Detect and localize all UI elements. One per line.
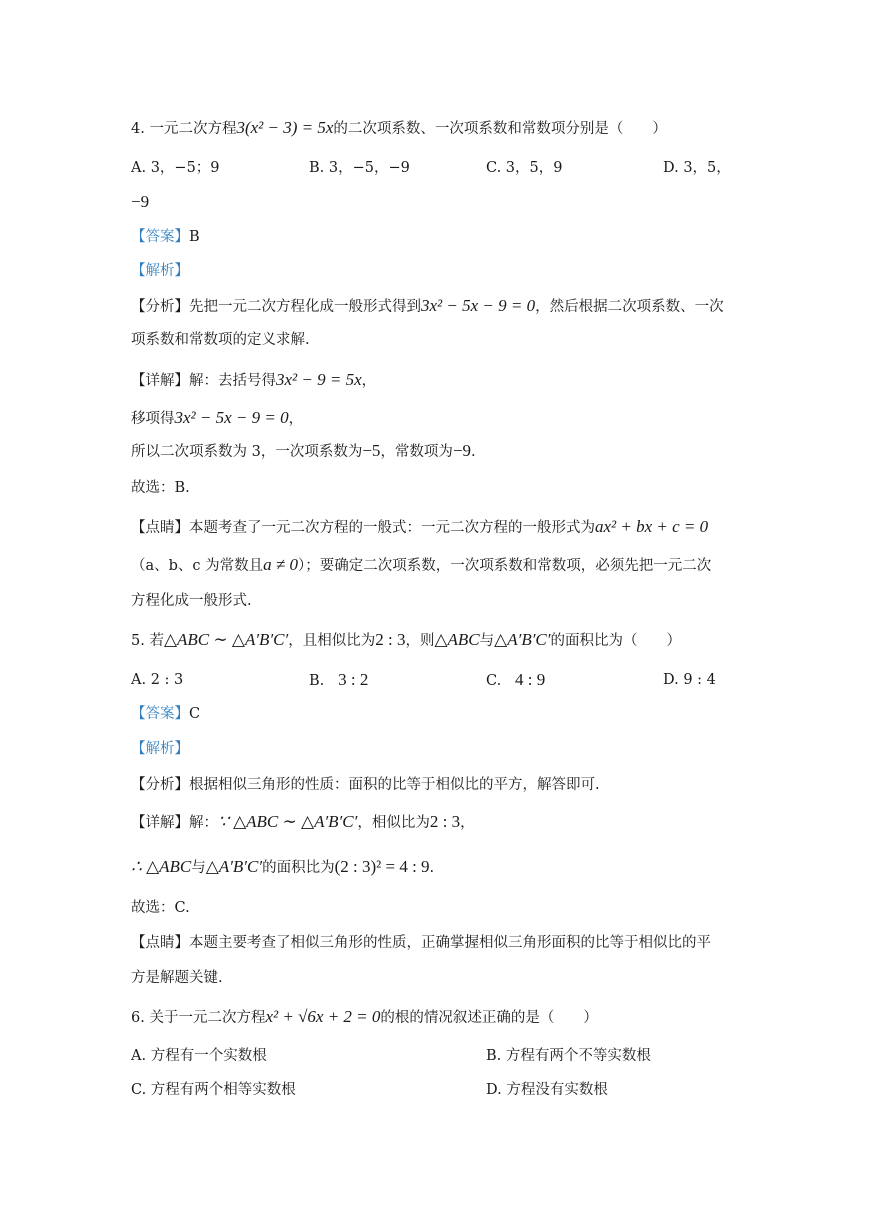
xiangjie-label: 【详解】 xyxy=(131,373,189,389)
dianjing-label: 【点睛】 xyxy=(131,520,189,536)
q5-choose: 故选：C. xyxy=(131,900,190,916)
q5-option-b-value: 3 : 2 xyxy=(338,670,369,689)
q5-answer: C xyxy=(189,706,201,722)
q5-similarity: △ABC ∼ △A′B′C′ xyxy=(163,630,289,649)
q5-xiangjie-similarity: ∵ △ABC ∼ △A′B′C′ xyxy=(218,812,358,831)
q5-answer-line xyxy=(131,704,200,724)
q5-stem-text-2: ，且相似比为 xyxy=(288,633,376,649)
q5-option-c xyxy=(486,670,545,691)
q5-stem xyxy=(131,630,681,651)
q4-dianjing-text-3: ）；要确定二次项系数，一次项系数和常数项，必须先把一元二次 xyxy=(298,558,712,574)
q5-step2-period: . xyxy=(429,860,435,876)
q4-choose: 故选：B. xyxy=(131,480,190,496)
q4-step3-text-2: ，常数项为 xyxy=(380,444,453,460)
q6-option-a: A. 方程有一个实数根 xyxy=(131,1048,267,1064)
q4-xiangjie-comma: ， xyxy=(361,373,377,389)
q5-stem-text-4: 与 xyxy=(479,633,495,649)
q4-option-b: B. 3，−5，−9 xyxy=(309,160,410,176)
q5-xiangjie-line1 xyxy=(131,812,475,833)
q6-option-b: B. 方程有两个不等实数根 xyxy=(486,1048,651,1064)
q4-step3-text: 所以二次项系数为 3，一次项系数为 xyxy=(131,444,363,460)
q5-option-c-value: 4 : 9 xyxy=(515,670,546,689)
q5-ratio: 2 : 3 xyxy=(375,630,406,649)
q6-stem xyxy=(131,1007,598,1028)
q5-triangle-abc: △ABC xyxy=(434,630,480,649)
q4-dianjing-text-2: （a、b、c 为常数且 xyxy=(131,558,264,574)
q4-fenxi-text-2: ，然后根据二次项系数、一次 xyxy=(535,299,724,315)
q4-stem-equation: 3(x² − 3) = 5x xyxy=(236,118,334,137)
q5-xiangjie-comma: ， xyxy=(460,815,475,831)
q4-dianjing-condition: a ≠ 0 xyxy=(263,555,298,574)
q5-step2-text-2: 的面积比为 xyxy=(262,860,335,876)
q5-option-c-label: C. xyxy=(486,673,502,689)
q5-dianjing-line2: 方是解题关键. xyxy=(131,970,223,986)
q4-step2 xyxy=(131,408,303,429)
q5-step2-triangle-abc: ∴ △ABC xyxy=(131,857,192,876)
q4-step3-linear-coef: −5 xyxy=(362,441,381,460)
q4-step2-comma: ， xyxy=(288,411,304,427)
q4-stem-prefix: 4. 一元二次方程 xyxy=(131,121,237,137)
q4-analysis-label: 【解析】 xyxy=(131,263,189,279)
q5-fenxi-text: 根据相似三角形的性质：面积的比等于相似比的平方，解答即可. xyxy=(189,777,600,793)
q5-xiangjie-text: 解： xyxy=(189,815,218,831)
q4-dianjing-line2 xyxy=(131,555,711,576)
q5-step2-result: (2 : 3)² = 4 : 9 xyxy=(334,857,430,876)
q4-xiangjie-text: 解：去括号得 xyxy=(189,373,276,389)
q4-step3-constant: −9 xyxy=(452,441,472,460)
q4-fenxi-line2: 项系数和常数项的定义求解. xyxy=(131,332,310,348)
q5-step2-triangle-prime: △A′B′C′ xyxy=(205,857,263,876)
q6-option-c: C. 方程有两个相等实数根 xyxy=(131,1082,296,1098)
answer-label: 【答案】 xyxy=(131,229,189,245)
q5-step2 xyxy=(131,857,434,878)
answer-label: 【答案】 xyxy=(131,706,189,722)
q4-dianjing-line3: 方程化成一般形式. xyxy=(131,593,252,609)
q4-option-d: D. 3，5， xyxy=(663,160,731,176)
q4-option-a: A. 3，−5；9 xyxy=(131,160,220,176)
q4-xiangjie-equation: 3x² − 9 = 5x xyxy=(276,370,362,389)
q4-answer-line xyxy=(131,227,200,247)
q6-stem-text-2: 的根的情况叙述正确的是（ ） xyxy=(380,1010,598,1026)
q4-answer: B xyxy=(189,229,200,245)
q4-option-c: C. 3，5，9 xyxy=(486,160,563,176)
q4-option-d-wrap: −9 xyxy=(131,192,150,211)
q6-stem-text: 6. 关于一元二次方程 xyxy=(131,1010,266,1026)
q4-stem-suffix: 的二次项系数、一次项系数和常数项分别是（ ） xyxy=(333,121,667,137)
q4-step3 xyxy=(131,441,476,462)
q5-fenxi-line xyxy=(131,775,600,795)
fenxi-label: 【分析】 xyxy=(131,777,189,793)
q4-step3-period: . xyxy=(471,444,476,460)
q6-equation: x² + √6x + 2 = 0 xyxy=(265,1007,381,1026)
q4-step2-text: 移项得 xyxy=(131,411,175,427)
q5-triangle-prime: △A′B′C′ xyxy=(494,630,551,649)
q4-general-form-equation: ax² + bx + c = 0 xyxy=(595,517,709,536)
q4-stem xyxy=(131,118,667,139)
xiangjie-label: 【详解】 xyxy=(131,815,189,831)
q5-xiangjie-ratio: 2 : 3 xyxy=(429,812,461,831)
q5-option-b-label: B. xyxy=(309,673,325,689)
q5-xiangjie-text-2: ，相似比为 xyxy=(357,815,430,831)
q4-fenxi-text: 先把一元二次方程化成一般形式得到 xyxy=(189,299,421,315)
q4-step2-equation: 3x² − 5x − 9 = 0 xyxy=(174,408,289,427)
q5-step2-text: 与 xyxy=(191,860,206,876)
q5-option-a: A. 2 : 3 xyxy=(131,672,184,688)
q4-dianjing-line1 xyxy=(131,517,708,538)
q4-fenxi-line1 xyxy=(131,296,724,317)
q5-option-b xyxy=(309,670,368,691)
dianjing-label: 【点睛】 xyxy=(131,935,189,951)
q6-option-d: D. 方程没有实数根 xyxy=(486,1082,608,1098)
q4-fenxi-equation: 3x² − 5x − 9 = 0 xyxy=(421,296,536,315)
q4-xiangjie-line1 xyxy=(131,370,376,391)
q5-stem-text: 5. 若 xyxy=(131,633,164,649)
q5-dianjing-line1 xyxy=(131,933,711,953)
q5-option-d: D. 9 : 4 xyxy=(663,672,716,688)
q5-analysis-label: 【解析】 xyxy=(131,741,189,757)
q5-stem-text-3: ，则 xyxy=(405,633,435,649)
q5-dianjing-text: 本题主要考查了相似三角形的性质，正确掌握相似三角形面积的比等于相似比的平 xyxy=(189,935,711,951)
fenxi-label: 【分析】 xyxy=(131,299,189,315)
q5-stem-text-5: 的面积比为（ ） xyxy=(550,633,681,649)
q4-dianjing-text: 本题考查了一元二次方程的一般式：一元二次方程的一般形式为 xyxy=(189,520,595,536)
